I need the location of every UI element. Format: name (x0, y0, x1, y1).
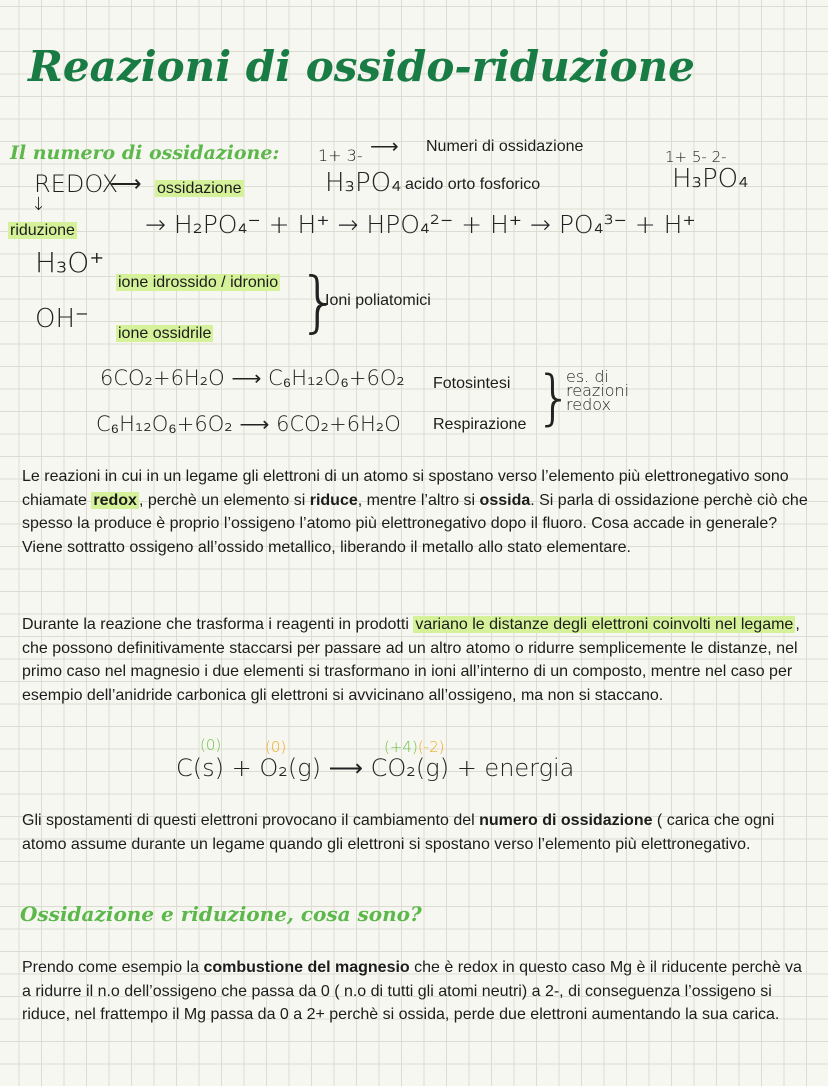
section-heading-ossidazione-riduzione: Ossidazione e riduzione, cosa sono? (20, 902, 422, 926)
ion-oh: OH⁻ (35, 304, 89, 334)
arrow-right-icon: ⟶ (110, 172, 142, 197)
page-title: Reazioni di ossido-riduzione (28, 42, 695, 91)
brace-icon: } (535, 363, 574, 433)
ossidazione-label: ossidazione (157, 180, 242, 197)
equation-photosynthesis: 6CO₂+6H₂O ⟶ C₆H₁₂O₆+6O₂ (100, 366, 405, 390)
ion-oh-label: ione ossidrile (118, 325, 212, 342)
ox-number-co2: (+4)(-2) (384, 738, 445, 756)
arrow-down-icon: ↓ (31, 194, 47, 215)
oxidation-numbers: 1+ 3- (318, 146, 363, 165)
photosynthesis-label: Fotosintesi (433, 375, 511, 392)
ox-numbers-label: Numeri di ossidazione (426, 138, 584, 155)
redox-label: REDOX (34, 170, 119, 198)
ox-number-c: (0) (200, 736, 222, 754)
right-formula: H₃PO₄ (672, 164, 749, 194)
formula-h3po4: H₃PO₄ (325, 168, 402, 198)
paragraph-electron-distances: Durante la reazione che trasforma i reagenti in prodotti variano le distanze degli elettroni coinvolti nel legame , che possono definitivamente staccarsi per passare ad un altro atomo o ridurre semplicemente le distanze, nel primo caso nel magnesio i due elementi si trasformano in ioni all’interno di un composto, mentre nel caso per esempio dell’anidride carbonica gli elettroni si avvicinano all’ossigeno, ma non si staccano. (22, 616, 800, 704)
combustion-equation: C(s) + O₂(g) ⟶ CO₂(g) + energia (176, 754, 575, 782)
section-heading-numero-ossidazione: Il numero di ossidazione: (10, 142, 280, 164)
paragraph-oxidation-number: Gli spostamenti di questi elettroni provocano il cambiamento del numero di ossidazione ( carica che ogni atomo assume durante un legame quando gli elettroni si spostano verso l’elemento più elettronegativo. (22, 812, 775, 853)
paragraph-magnesium: Prendo come esempio la combustione del magnesio che è redox in questo caso Mg è il riducente perchè va a ridurre il n.o dell’ossigeno che passa da 0 ( n.o di tutti gli atomi neutri) a 2-, di conseguenza l’ossigeno si riduce, nel frattempo il Mg passa da 0 a 2+ perchè si ossida, perde due elettroni aumentando la sua carica. (22, 959, 802, 1024)
ions-group-label: Ioni poliatomici (325, 292, 431, 309)
paragraph-redox-intro: Le reazioni in cui in un legame gli elettroni di un atomo si spostano verso l’elemento più elettronegativo sono chiamate redox , perchè un elemento si riduce, mentre l’altro si ossida. Si parla di ossidazione perchè ciò che spesso la produce è proprio l’ossigeno l’atomo più elettronegativo dopo il fluoro. Cosa accade in generale? Viene sottratto ossigeno all’ossido metallico, liberando il metallo allo stato elementare. (22, 468, 808, 556)
respiration-label: Respirazione (433, 416, 527, 433)
brace-icon: } (298, 263, 340, 340)
arrow-right-icon: ⟶ (370, 134, 399, 158)
examples-note: es. di reazioni redox (566, 367, 630, 414)
formula-label: acido orto fosforico (405, 176, 541, 193)
ion-h3o: H₃O⁺ (35, 246, 105, 279)
ox-number-o2: (0) (265, 738, 287, 756)
right-oxidation-numbers: 1+ 5- 2- (665, 148, 727, 166)
ion-h3o-label: ione idrossido / idronio (118, 274, 279, 291)
riduzione-label: riduzione (10, 222, 75, 239)
dissociation-equation: → H₂PO₄⁻ + H⁺ → HPO₄²⁻ + H⁺ → PO₄³⁻ + H⁺ (145, 210, 696, 239)
equation-respiration: C₆H₁₂O₆+6O₂ ⟶ 6CO₂+6H₂O (96, 412, 401, 436)
